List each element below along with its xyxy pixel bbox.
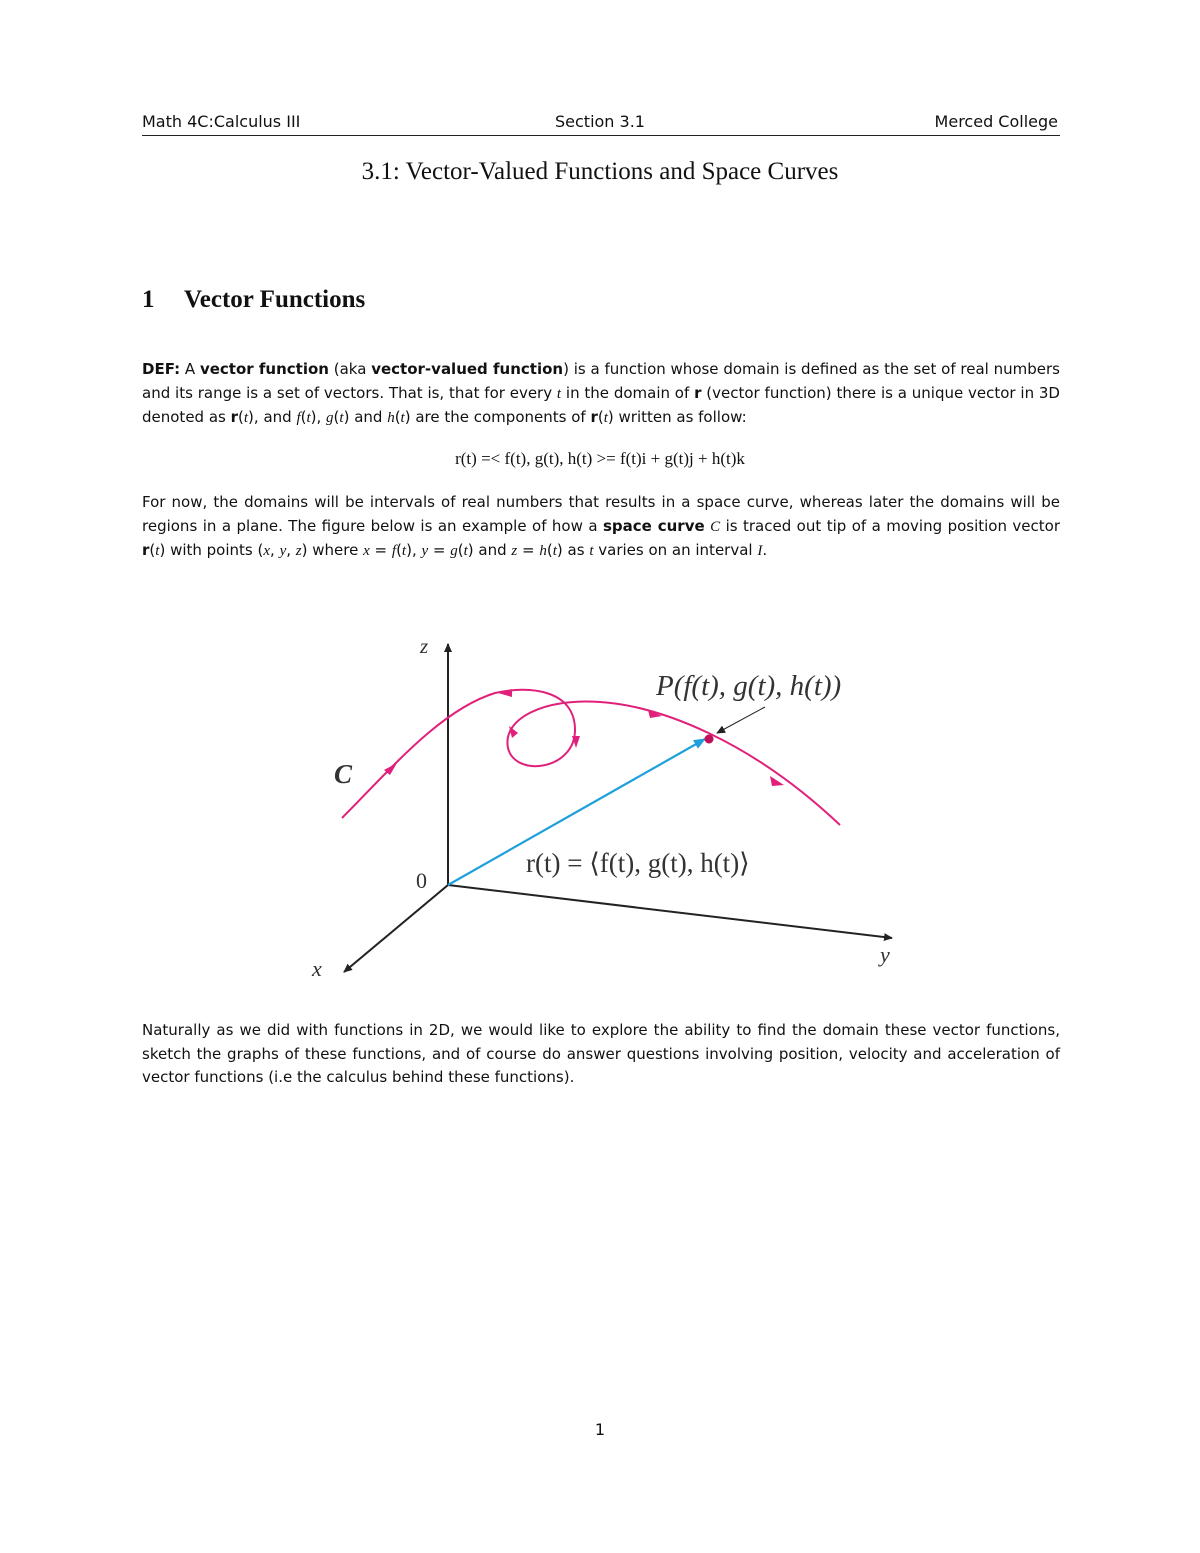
header-college: Merced College — [934, 112, 1058, 131]
space-curve-figure — [300, 620, 920, 990]
page-number: 1 — [594, 1420, 606, 1439]
vector-function-formula: r(t) =< f(t), g(t), h(t) >= f(t)i + g(t)j + h(t)k — [455, 449, 745, 468]
space-curve-paragraph: For now, the domains will be intervals of real numbers that results in a space curve, whereas later the domains will be regions in a plane. The figure below is an example of how a space curve C is traced out tip of a moving position vector r(t) with points (x, y, z) where x = f(t), y = g(t) and z = h(t) as t varies on an interval I. — [142, 493, 1061, 559]
header-rule — [142, 135, 1060, 136]
point-label: P(f(t), g(t), h(t)) — [656, 670, 842, 702]
section-number: 1 — [142, 286, 155, 313]
section-title: Vector Functions — [184, 286, 366, 313]
origin-label: 0 — [416, 868, 427, 893]
point-p-marker — [705, 735, 714, 744]
y-axis — [448, 885, 892, 938]
curve-label: C — [334, 759, 353, 789]
y-axis-label: y — [880, 942, 890, 967]
vector-label: r(t) = ⟨f(t), g(t), h(t)⟩ — [526, 848, 750, 878]
z-axis-label: z — [420, 634, 429, 658]
pointer-line — [717, 707, 765, 733]
x-axis-label: x — [312, 956, 322, 981]
x-axis — [344, 885, 448, 972]
closing-paragraph: Naturally as we did with functions in 2D, we would like to explore the ability to find the domain these vector functions, sketch the graphs of these functions, and of course do answer questions involving position, velocity and acceleration of vector functions (i.e the calculus behind these functions). — [142, 1021, 1060, 1086]
section-heading — [142, 286, 365, 314]
header-section: Section 3.1 — [555, 112, 645, 131]
page-title: 3.1: Vector-Valued Functions and Space Curves — [361, 158, 839, 185]
header-course: Math 4C:Calculus III — [142, 112, 301, 131]
definition-paragraph: DEF: A vector function (aka vector-valued function) is a function whose domain is defined as the set of real numbers and its range is a set of vectors. That is, that for every t in the domain of r (vector function) there is a unique vector in 3D denoted as r(t), and f(t), g(t) and h(t) are the components of r(t) written as follow: — [142, 360, 1060, 426]
